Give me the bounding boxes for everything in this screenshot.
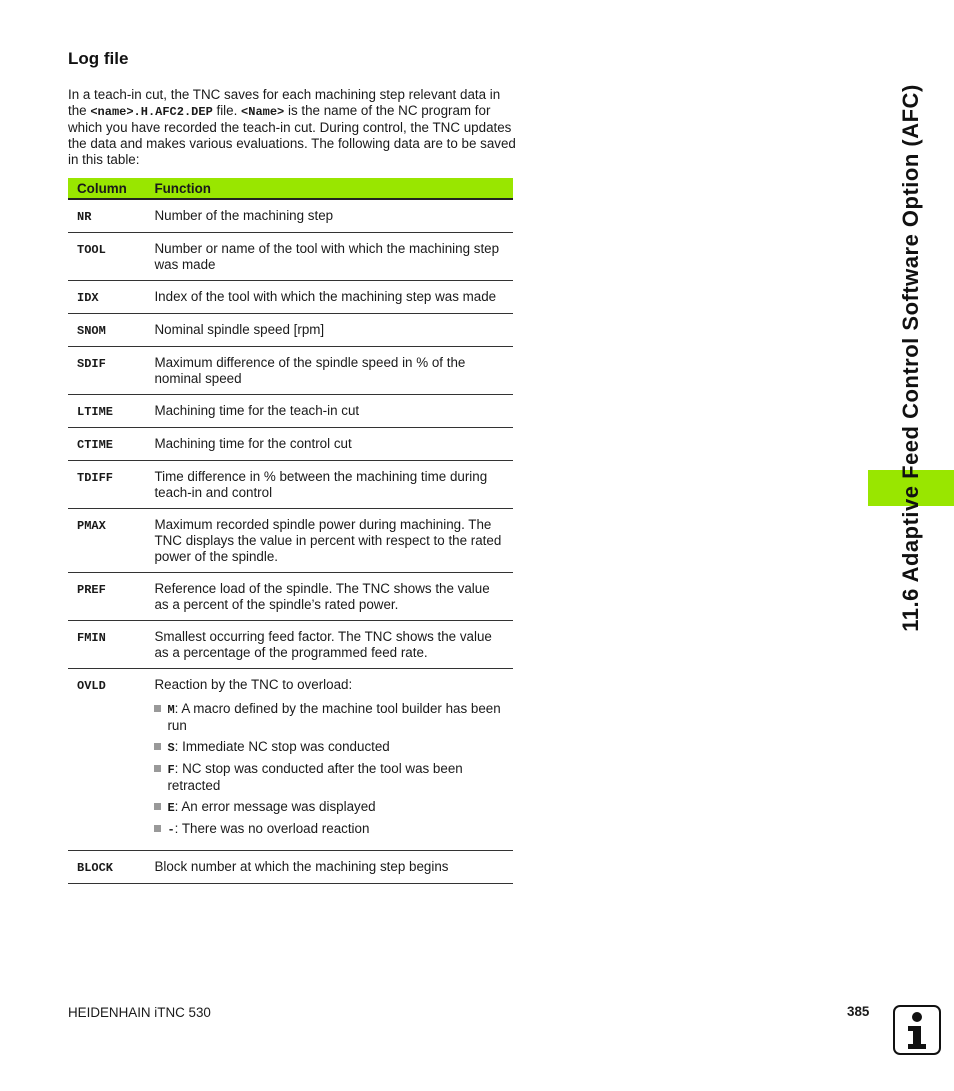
function-cell — [154, 461, 513, 509]
column-cell — [68, 621, 154, 669]
column-cell — [68, 509, 154, 573]
list-item — [154, 821, 507, 838]
function-cell — [154, 281, 513, 314]
column-cell — [68, 573, 154, 621]
code-text: <Name> — [241, 105, 285, 119]
column-code: CTIME — [77, 438, 114, 452]
reaction-text: : Immediate NC stop was conducted — [174, 739, 390, 754]
function-cell — [154, 621, 513, 669]
list-item — [154, 761, 507, 794]
table-header-row — [68, 178, 513, 199]
header-function: Function — [154, 178, 513, 199]
table-row — [68, 314, 513, 347]
reaction-code: F — [167, 763, 175, 777]
table-row — [68, 509, 513, 573]
function-text: Machining time for the teach-in cut — [154, 403, 360, 418]
function-text: Time difference in % between the machining time during teach-in and control — [154, 469, 488, 500]
function-cell — [154, 509, 513, 573]
table-row — [68, 851, 513, 884]
chapter-title: 11.6 Adaptive Feed Control Software Option (AFC) — [898, 84, 923, 632]
code-text: <name>.H.AFC2.DEP — [90, 105, 213, 119]
intro-paragraph — [68, 87, 516, 168]
column-code: IDX — [77, 291, 99, 305]
reaction-text: : NC stop was conducted after the tool was been retracted — [167, 761, 463, 793]
intro-text: file. — [212, 103, 242, 118]
column-cell — [68, 395, 154, 428]
column-code: PREF — [77, 583, 106, 597]
column-cell — [68, 233, 154, 281]
function-text: Smallest occurring feed factor. The TNC shows the value as a percentage of the programmed feed rate. — [154, 629, 492, 660]
function-cell — [154, 314, 513, 347]
column-code: SNOM — [77, 324, 106, 338]
column-code: NR — [77, 210, 92, 224]
column-code: PMAX — [77, 519, 106, 533]
reaction-code: - — [167, 823, 175, 837]
header-column: Column — [68, 178, 154, 199]
table-row — [68, 199, 513, 233]
function-cell — [154, 669, 513, 851]
column-cell — [68, 314, 154, 347]
column-code: LTIME — [77, 405, 114, 419]
table-row — [68, 395, 513, 428]
column-code: TOOL — [77, 243, 106, 257]
table-row — [68, 428, 513, 461]
function-cell — [154, 851, 513, 884]
list-item — [154, 739, 507, 756]
function-text: Machining time for the control cut — [154, 436, 352, 451]
column-cell — [68, 461, 154, 509]
function-text: Maximum recorded spindle power during machining. The TNC displays the value in percent with respect to the rated power of the spindle. — [154, 517, 502, 564]
function-cell — [154, 428, 513, 461]
section-title: Log file — [68, 49, 129, 68]
function-cell — [154, 573, 513, 621]
function-cell — [154, 233, 513, 281]
reaction-code: E — [167, 801, 175, 815]
column-code: SDIF — [77, 357, 106, 371]
column-code: OVLD — [77, 679, 106, 693]
reaction-text: : There was no overload reaction — [174, 821, 370, 836]
log-file-table — [68, 178, 513, 884]
table-row — [68, 461, 513, 509]
column-cell — [68, 851, 154, 884]
reaction-text: : An error message was displayed — [174, 799, 376, 814]
function-text: Maximum difference of the spindle speed in % of the nominal speed — [154, 355, 466, 386]
reaction-code: M — [167, 703, 175, 717]
intro-text: In a teach-in cut, the TNC saves for each machining step relevant data in the — [68, 87, 501, 118]
list-item — [154, 701, 507, 734]
table-row — [68, 233, 513, 281]
footer-product: HEIDENHAIN iTNC 530 — [68, 1005, 211, 1020]
function-text: Block number at which the machining step begins — [154, 859, 449, 874]
reaction-text: : A macro defined by the machine tool builder has been run — [167, 701, 501, 733]
function-text: Nominal spindle speed [rpm] — [154, 322, 325, 337]
column-code: TDIFF — [77, 471, 114, 485]
function-cell — [154, 347, 513, 395]
info-icon-glyph — [895, 1007, 939, 1053]
info-icon — [893, 1005, 941, 1055]
reaction-code: S — [167, 741, 175, 755]
reaction-list — [154, 701, 507, 838]
intro-text: is the name of the NC program for which you have recorded the teach-in cut. During control, the TNC updates the data and makes various evaluations. The following data are to be saved in this table: — [68, 103, 516, 167]
page-number: 385 — [847, 1004, 870, 1019]
column-cell — [68, 669, 154, 851]
table-row — [68, 281, 513, 314]
function-text: Number of the machining step — [154, 208, 334, 223]
table-row — [68, 573, 513, 621]
table-row — [68, 669, 513, 851]
list-item — [154, 799, 507, 816]
column-code: BLOCK — [77, 861, 114, 875]
column-code: FMIN — [77, 631, 106, 645]
column-cell — [68, 199, 154, 233]
column-cell — [68, 347, 154, 395]
column-cell — [68, 428, 154, 461]
table-row — [68, 621, 513, 669]
function-text: Reaction by the TNC to overload: — [154, 677, 353, 692]
function-text: Index of the tool with which the machining step was made — [154, 289, 497, 304]
column-cell — [68, 281, 154, 314]
function-text: Number or name of the tool with which the machining step was made — [154, 241, 500, 272]
function-text: Reference load of the spindle. The TNC shows the value as a percent of the spindle’s rated power. — [154, 581, 490, 612]
function-cell — [154, 395, 513, 428]
table-row — [68, 347, 513, 395]
function-cell — [154, 199, 513, 233]
